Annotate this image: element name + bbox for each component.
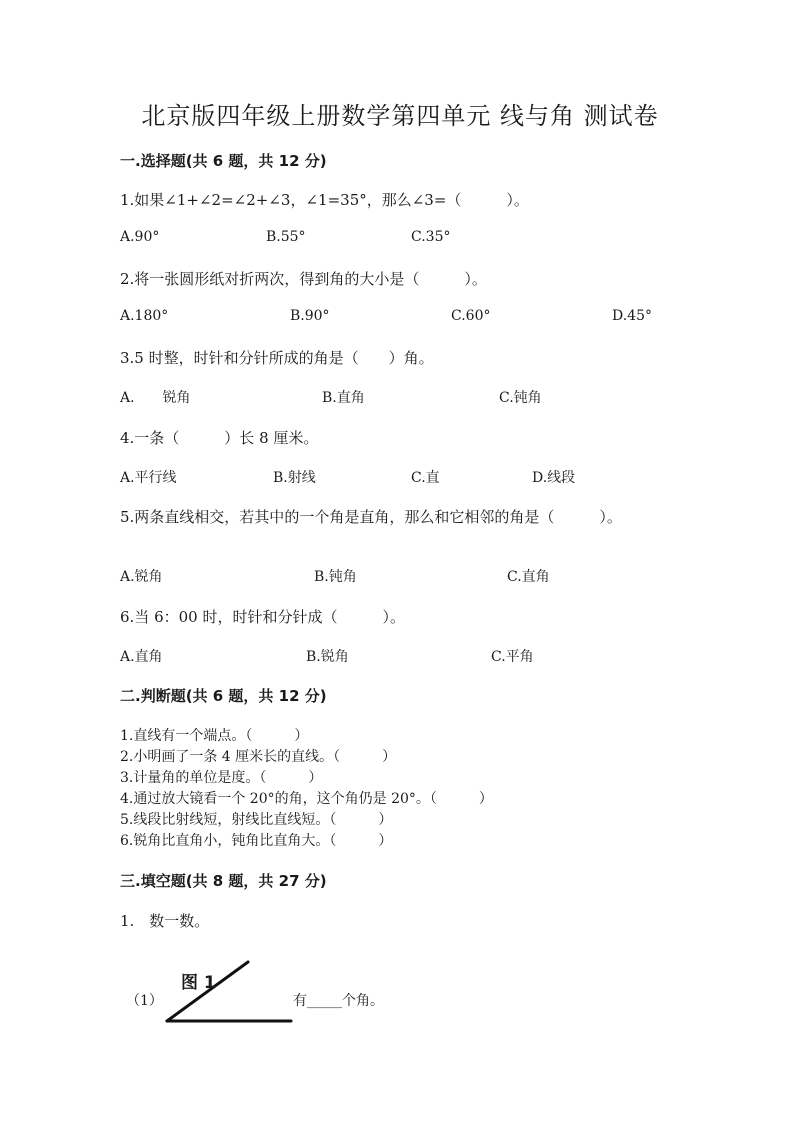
- question-5-option-b: B.钝角: [314, 569, 357, 585]
- tf-item-3: 3.计量角的单位是度。（ ）: [120, 770, 323, 786]
- page-title: 北京版四年级上册数学第四单元 线与角 测试卷: [141, 102, 659, 130]
- fill-subitem-index: （1）: [126, 993, 163, 1009]
- question-2-option-b: B.90°: [290, 308, 330, 324]
- figure-label: 图 1: [181, 973, 216, 993]
- tf-item-6: 6.锐角比直角小，钝角比直角大。（ ）: [120, 833, 393, 849]
- fill-question-1: 1. 数一数。: [120, 912, 210, 930]
- question-6-option-a: A.直角: [120, 649, 163, 665]
- tf-item-1: 1.直线有一个端点。（ ）: [120, 728, 309, 744]
- question-2: 2.将一张圆形纸对折两次，得到角的大小是（ ）。: [120, 270, 487, 288]
- question-1-option-c: C.35°: [411, 229, 451, 245]
- question-1-option-a: A.90°: [120, 229, 160, 245]
- question-3-option-b: B.直角: [322, 390, 365, 406]
- question-6-option-b: B.锐角: [306, 649, 349, 665]
- question-4-option-a: A.平行线: [120, 470, 177, 486]
- question-4: 4.一条（ ）长 8 厘米。: [120, 429, 319, 447]
- section-heading-judgement: 二.判断题(共 6 题，共 12 分): [120, 687, 327, 705]
- question-4-option-c: C.直: [411, 470, 440, 486]
- tf-item-4: 4.通过放大镜看一个 20°的角，这个角仍是 20°。（ ）: [120, 791, 493, 807]
- question-2-option-c: C.60°: [451, 308, 491, 324]
- question-3-option-a: A. 锐角: [120, 390, 191, 406]
- question-1: 1.如果∠1+∠2=∠2+∠3，∠1=35°，那么∠3=（ ）。: [120, 191, 529, 209]
- tf-item-5: 5.线段比射线短，射线比直线短。（ ）: [120, 812, 393, 828]
- question-4-option-d: D.线段: [532, 470, 576, 486]
- question-3-option-c: C.钝角: [499, 390, 542, 406]
- question-1-option-b: B.55°: [266, 229, 306, 245]
- question-5: 5.两条直线相交，若其中的一个角是直角，那么和它相邻的角是（ ）。: [120, 508, 622, 526]
- question-6-option-c: C.平角: [491, 649, 534, 665]
- question-6: 6.当 6：00 时，时针和分针成（ ）。: [120, 608, 405, 626]
- question-2-option-a: A.180°: [120, 308, 169, 324]
- tf-item-2: 2.小明画了一条 4 厘米长的直线。（ ）: [120, 749, 397, 765]
- section-heading-choice: 一.选择题(共 6 题，共 12 分): [120, 152, 327, 170]
- question-5-option-c: C.直角: [507, 569, 550, 585]
- question-4-option-b: B.射线: [273, 470, 316, 486]
- question-2-option-d: D.45°: [612, 308, 652, 324]
- question-5-option-a: A.锐角: [120, 569, 163, 585]
- fill-subitem-text: 有_____个角。: [293, 993, 384, 1009]
- section-heading-fill: 三.填空题(共 8 题，共 27 分): [120, 872, 327, 890]
- question-3: 3.5 时整，时针和分针所成的角是（ ）角。: [120, 349, 434, 367]
